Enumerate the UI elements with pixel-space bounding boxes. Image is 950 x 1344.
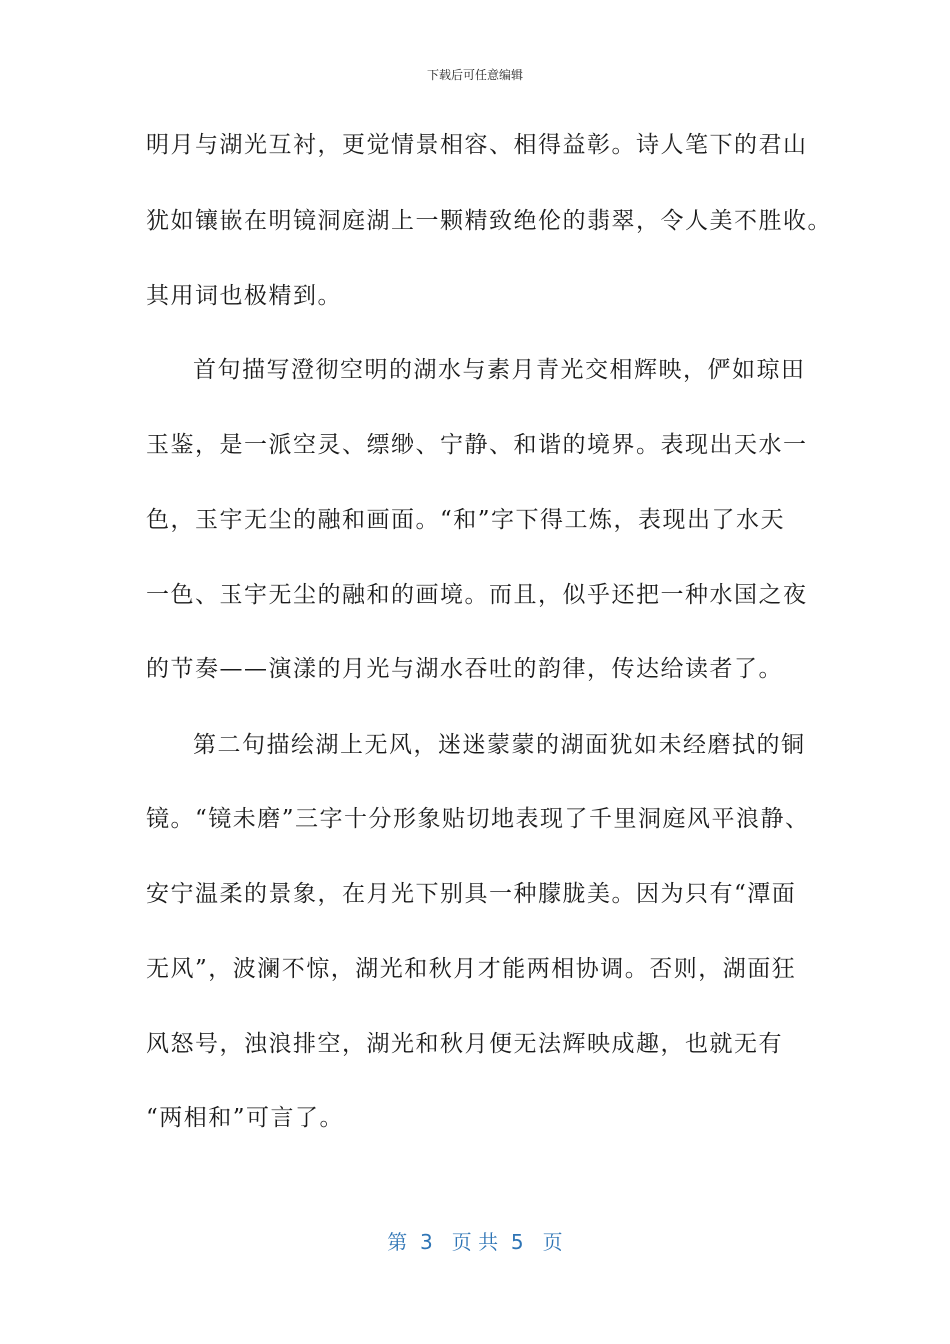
text-line: 犹如镶嵌在明镜洞庭湖上一颗精致绝伦的翡翠，令人美不胜收。 [146, 208, 832, 234]
text-line: 镜。“镜未磨”三字十分形象贴切地表现了千里洞庭风平浪静、 [146, 806, 810, 832]
text-line: 一色、玉宇无尘的融和的画境。而且，似乎还把一种水国之夜 [146, 582, 808, 608]
text-line: 的节奏——演漾的月光与湖水吞吐的韵律，传达给读者了。 [146, 656, 783, 682]
text-line: 明月与湖光互衬，更觉情景相容、相得益彰。诗人笔下的君山 [146, 132, 808, 158]
page-header: 下载后可任意编辑 [426, 68, 523, 82]
page-number: 第 3 页 共 5 页 [387, 1230, 563, 1254]
text-line: 首句描写澄彻空明的湖水与素月青光交相辉映，俨如琼田 [193, 357, 806, 383]
text-line: 其用词也极精到。 [146, 283, 342, 309]
text-line: 安宁温柔的景象，在月光下别具一种朦胧美。因为只有“潭面 [146, 881, 797, 907]
text-line: 色，玉宇无尘的融和画面。“和”字下得工炼，表现出了水天 [146, 507, 786, 533]
text-line: “两相和”可言了。 [146, 1105, 345, 1131]
text-line: 玉鉴，是一派空灵、缥缈、宁静、和谐的境界。表现出天水一 [146, 432, 808, 458]
text-line: 风怒号，浊浪排空，湖光和秋月便无法辉映成趣，也就无有 [146, 1031, 783, 1057]
text-line: 第二句描绘湖上无风，迷迷蒙蒙的湖面犹如未经磨拭的铜 [193, 732, 806, 758]
text-line: 无风”，波澜不惊，湖光和秋月才能两相协调。否则，湖面狂 [146, 956, 797, 982]
